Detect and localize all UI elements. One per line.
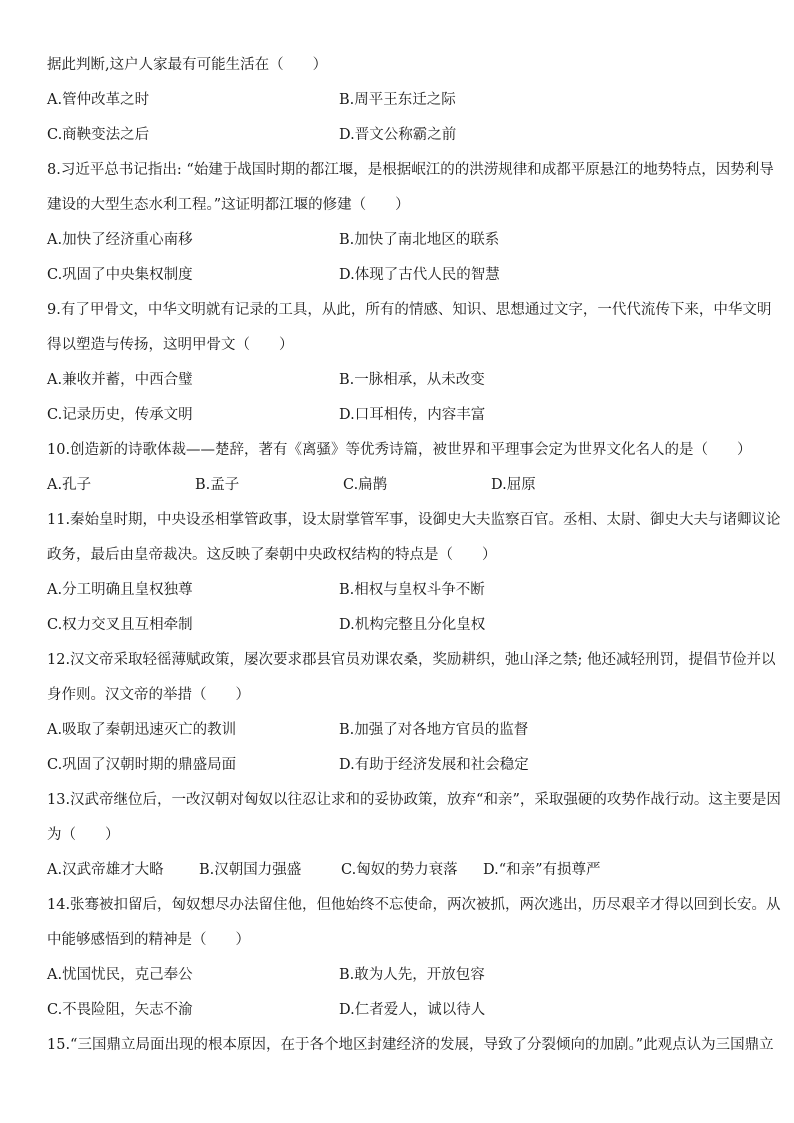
option-c[interactable]: C.权力交叉且互相牵制 <box>47 617 193 633</box>
question-14-stem-line-1: 14.张骞被扣留后，匈奴想尽办法留住他，但他始终不忘使命，两次被抓，两次逃出，历尽艰辛才得以回到长安。从 <box>47 897 781 913</box>
option-d[interactable]: D.机构完整且分化皇权 <box>339 617 486 633</box>
option-b[interactable]: B.相权与皇权斗争不断 <box>339 582 485 598</box>
question-15-stem-line-1: 15.“三国鼎立局面出现的根本原因，在于各个地区封建经济的发展，导致了分裂倾向的加剧。”此观点认为三国鼎立 <box>47 1037 774 1053</box>
question-13-options <box>47 853 747 888</box>
option-a[interactable]: A.分工明确且皇权独尊 <box>47 582 193 598</box>
question-12-options-row-1 <box>47 713 747 748</box>
option-c[interactable]: C.商鞅变法之后 <box>47 127 150 143</box>
option-c[interactable]: C.匈奴的势力衰落 <box>341 862 458 878</box>
option-a[interactable]: A.管仲改革之时 <box>47 92 150 108</box>
option-d[interactable]: D.屈原 <box>491 477 536 493</box>
question-8-stem-line-1: 8.习近平总书记指出: “始建于战国时期的都江堰，是根据岷江的的洪涝规律和成都平原悬江的地势特点，因势利导 <box>47 162 774 178</box>
option-b[interactable]: B.加快了南北地区的联系 <box>339 232 500 248</box>
option-b[interactable]: B.汉朝国力强盛 <box>199 862 302 878</box>
option-a[interactable]: A.兼收并蓄，中西合璧 <box>47 372 193 388</box>
option-d[interactable]: D.仁者爱人，诚以待人 <box>339 1002 486 1018</box>
question-12-stem-line-2: 身作则。汉文帝的举措（ ） <box>47 687 250 703</box>
question-12-stem-line-1: 12.汉文帝采取轻徭薄赋政策，屡次要求郡县官员劝课农桑，奖励耕织，弛山泽之禁; 他还减轻刑罚，提倡节俭并以 <box>47 652 776 668</box>
question-9-stem-line-1: 9.有了甲骨文，中华文明就有记录的工具，从此，所有的情感、知识、思想通过文字，一代代流传下来，中华文明 <box>47 302 772 318</box>
question-9-options-row-1 <box>47 363 747 398</box>
option-c[interactable]: C.不畏险阻，矢志不渝 <box>47 1002 193 1018</box>
question-7-options-row-2 <box>47 118 747 153</box>
option-d[interactable]: D.晋文公称霸之前 <box>339 127 457 143</box>
option-c[interactable]: C.巩固了汉朝时期的鼎盛局面 <box>47 757 237 773</box>
question-8-options-row-2 <box>47 258 747 293</box>
question-9-options-row-2 <box>47 398 747 433</box>
option-d[interactable]: D.“和亲”有损尊严 <box>483 862 601 878</box>
question-13-stem-line-1: 13.汉武帝继位后，一改汉朝对匈奴以往忍让求和的妥协政策，放弃“和亲”，采取强硬的攻势作战行动。这主要是因 <box>47 792 781 808</box>
option-c[interactable]: C.扁鹊 <box>343 477 388 493</box>
question-7-options-row-1 <box>47 83 747 118</box>
option-d[interactable]: D.体现了古代人民的智慧 <box>339 267 500 283</box>
option-b[interactable]: B.加强了对各地方官员的监督 <box>339 722 529 738</box>
option-a[interactable]: A.吸取了秦朝迅速灭亡的教训 <box>47 722 237 738</box>
question-14-stem-line-2: 中能够感悟到的精神是（ ） <box>47 932 250 948</box>
exam-page <box>47 48 781 1063</box>
option-a[interactable]: A.加快了经济重心南移 <box>47 232 193 248</box>
question-8-options-row-1 <box>47 223 747 258</box>
question-10-options <box>47 468 747 503</box>
option-b[interactable]: B.孟子 <box>195 477 240 493</box>
question-11-options-row-1 <box>47 573 747 608</box>
question-9-stem-line-2: 得以塑造与传扬，这明甲骨文（ ） <box>47 337 294 353</box>
question-7-stem: 据此判断,这户人家最有可能生活在（ ） <box>47 57 328 73</box>
option-b[interactable]: B.周平王东迁之际 <box>339 92 456 108</box>
option-a[interactable]: A.忧国忧民，克己奉公 <box>47 967 193 983</box>
question-11-stem-line-1: 11.秦始皇时期，中央设丞相掌管政事，设太尉掌管军事，设御史大夫监察百官。丞相、太尉、御史大夫与诸卿议论 <box>47 512 781 528</box>
option-a[interactable]: A.汉武帝雄才大略 <box>47 862 164 878</box>
question-11-stem-line-2: 政务，最后由皇帝裁决。这反映了秦朝中央政权结构的特点是（ ） <box>47 547 497 563</box>
option-c[interactable]: C.巩固了中央集权制度 <box>47 267 193 283</box>
option-c[interactable]: C.记录历史，传承文明 <box>47 407 193 423</box>
option-d[interactable]: D.口耳相传，内容丰富 <box>339 407 486 423</box>
question-14-options-row-1 <box>47 958 747 993</box>
option-b[interactable]: B.一脉相承，从未改变 <box>339 372 485 388</box>
question-11-options-row-2 <box>47 608 747 643</box>
option-b[interactable]: B.敢为人先，开放包容 <box>339 967 485 983</box>
option-d[interactable]: D.有助于经济发展和社会稳定 <box>339 757 529 773</box>
option-a[interactable]: A.孔子 <box>47 477 92 493</box>
question-13-stem-line-2: 为（ ） <box>47 827 120 843</box>
question-14-options-row-2 <box>47 993 747 1028</box>
question-8-stem-line-2: 建设的大型生态水利工程。”这证明都江堰的修建（ ） <box>47 197 410 213</box>
question-12-options-row-2 <box>47 748 747 783</box>
question-10-stem: 10.创造新的诗歌体裁——楚辞，著有《离骚》等优秀诗篇，被世界和平理事会定为世界文化名人的是（ ） <box>47 442 752 458</box>
